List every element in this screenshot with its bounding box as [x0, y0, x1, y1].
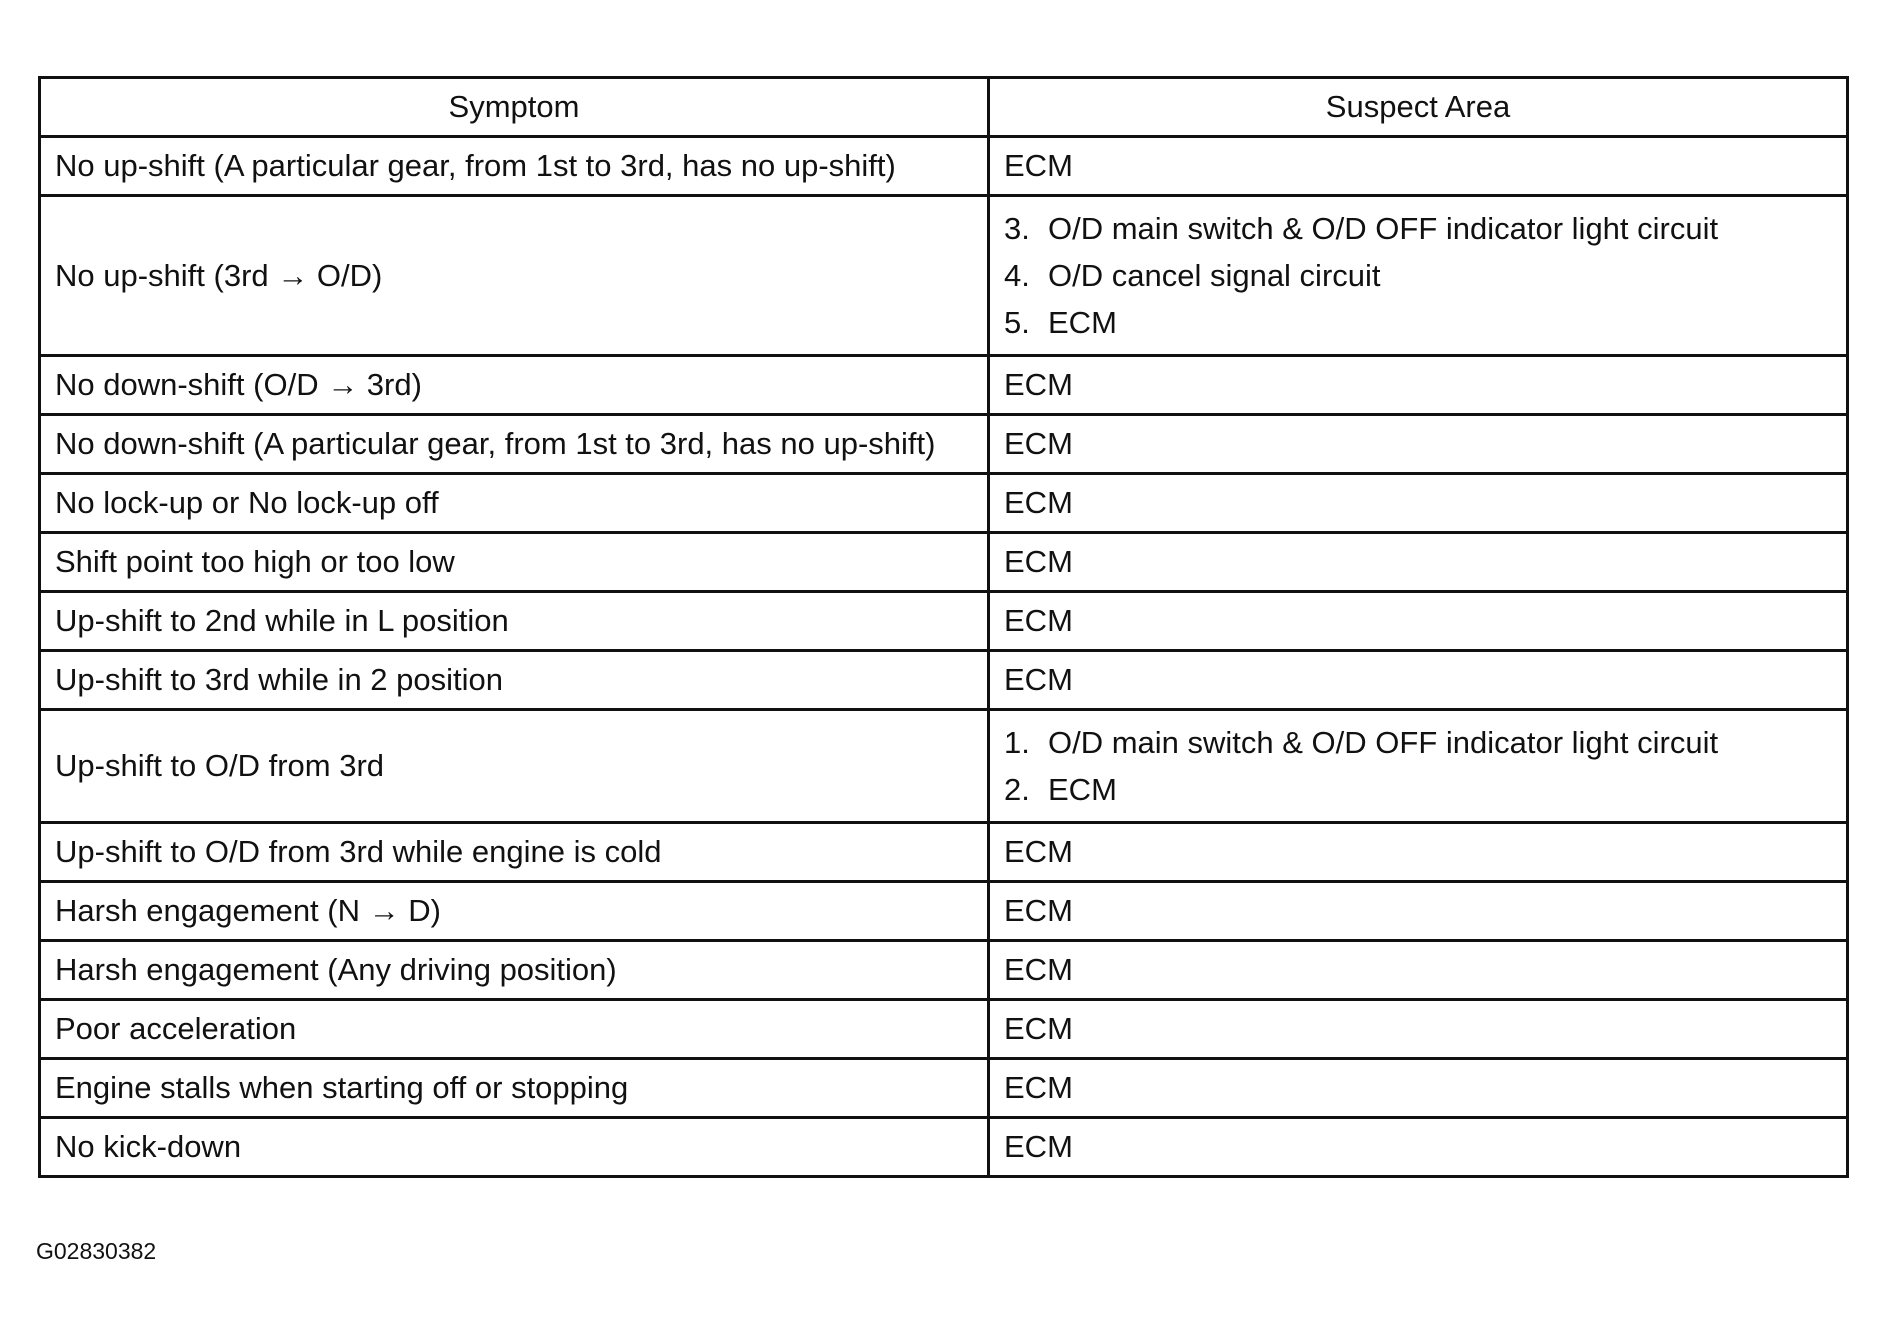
suspect-area-column-header: Suspect Area [989, 78, 1848, 137]
suspect-area-cell [989, 710, 1848, 823]
symptom-cell: No down-shift (A particular gear, from 1st to 3rd, has no up-shift) [40, 415, 989, 474]
symptom-cell: Up-shift to O/D from 3rd [40, 710, 989, 823]
suspect-area-item [1004, 719, 1832, 766]
suspect-area-cell [989, 196, 1848, 356]
suspect-area-cell: ECM [989, 474, 1848, 533]
table-row [40, 592, 1848, 651]
table-row [40, 415, 1848, 474]
suspect-area-cell: ECM [989, 882, 1848, 941]
suspect-area-cell: ECM [989, 823, 1848, 882]
table-body [40, 137, 1848, 1177]
table-row [40, 1118, 1848, 1177]
table-row [40, 710, 1848, 823]
suspect-area-item-number: 4. [1004, 258, 1030, 293]
symptom-cell: No kick-down [40, 1118, 989, 1177]
symptom-cell: Up-shift to 2nd while in L position [40, 592, 989, 651]
suspect-area-cell: ECM [989, 1059, 1848, 1118]
suspect-area-item [1004, 299, 1832, 346]
table-row [40, 356, 1848, 415]
symptom-cell: Up-shift to O/D from 3rd while engine is cold [40, 823, 989, 882]
suspect-area-list [1004, 719, 1832, 813]
table-row [40, 823, 1848, 882]
suspect-area-cell: ECM [989, 533, 1848, 592]
symptom-cell: Up-shift to 3rd while in 2 position [40, 651, 989, 710]
suspect-area-item-number: 5. [1004, 305, 1030, 340]
symptom-cell: No up-shift (3rd → O/D) [40, 196, 989, 356]
suspect-area-cell: ECM [989, 651, 1848, 710]
suspect-area-cell: ECM [989, 137, 1848, 196]
suspect-area-item-number: 3. [1004, 211, 1030, 246]
figure-id: G02830382 [36, 1238, 157, 1264]
suspect-area-item-text: O/D main switch & O/D OFF indicator light circuit [1048, 211, 1719, 246]
table-row [40, 137, 1848, 196]
suspect-area-item [1004, 766, 1832, 813]
table-row [40, 651, 1848, 710]
suspect-area-item-number: 2. [1004, 772, 1030, 807]
table-row [40, 533, 1848, 592]
symptom-cell: Poor acceleration [40, 1000, 989, 1059]
table-row [40, 941, 1848, 1000]
table-row [40, 474, 1848, 533]
symptom-cell: Harsh engagement (Any driving position) [40, 941, 989, 1000]
table-header-row [40, 78, 1848, 137]
suspect-area-list [1004, 205, 1832, 346]
suspect-area-cell: ECM [989, 356, 1848, 415]
symptom-cell: Shift point too high or too low [40, 533, 989, 592]
symptom-cell: No lock-up or No lock-up off [40, 474, 989, 533]
symptom-column-header: Symptom [40, 78, 989, 137]
symptom-cell: No down-shift (O/D → 3rd) [40, 356, 989, 415]
symptom-cell: Harsh engagement (N → D) [40, 882, 989, 941]
suspect-area-item [1004, 252, 1832, 299]
suspect-area-cell: ECM [989, 415, 1848, 474]
suspect-area-cell: ECM [989, 592, 1848, 651]
suspect-area-item-text: ECM [1048, 305, 1117, 340]
suspect-area-item [1004, 205, 1832, 252]
symptom-cell: No up-shift (A particular gear, from 1st to 3rd, has no up-shift) [40, 137, 989, 196]
table-row [40, 1059, 1848, 1118]
suspect-area-cell: ECM [989, 941, 1848, 1000]
suspect-area-item-text: ECM [1048, 772, 1117, 807]
suspect-area-item-number: 1. [1004, 725, 1030, 760]
suspect-area-item-text: O/D cancel signal circuit [1048, 258, 1381, 293]
table-row [40, 1000, 1848, 1059]
suspect-area-cell: ECM [989, 1000, 1848, 1059]
diagnosis-table [38, 76, 1849, 1178]
table-row [40, 196, 1848, 356]
suspect-area-item-text: O/D main switch & O/D OFF indicator light circuit [1048, 725, 1719, 760]
table-row [40, 882, 1848, 941]
symptom-cell: Engine stalls when starting off or stopping [40, 1059, 989, 1118]
suspect-area-cell: ECM [989, 1118, 1848, 1177]
